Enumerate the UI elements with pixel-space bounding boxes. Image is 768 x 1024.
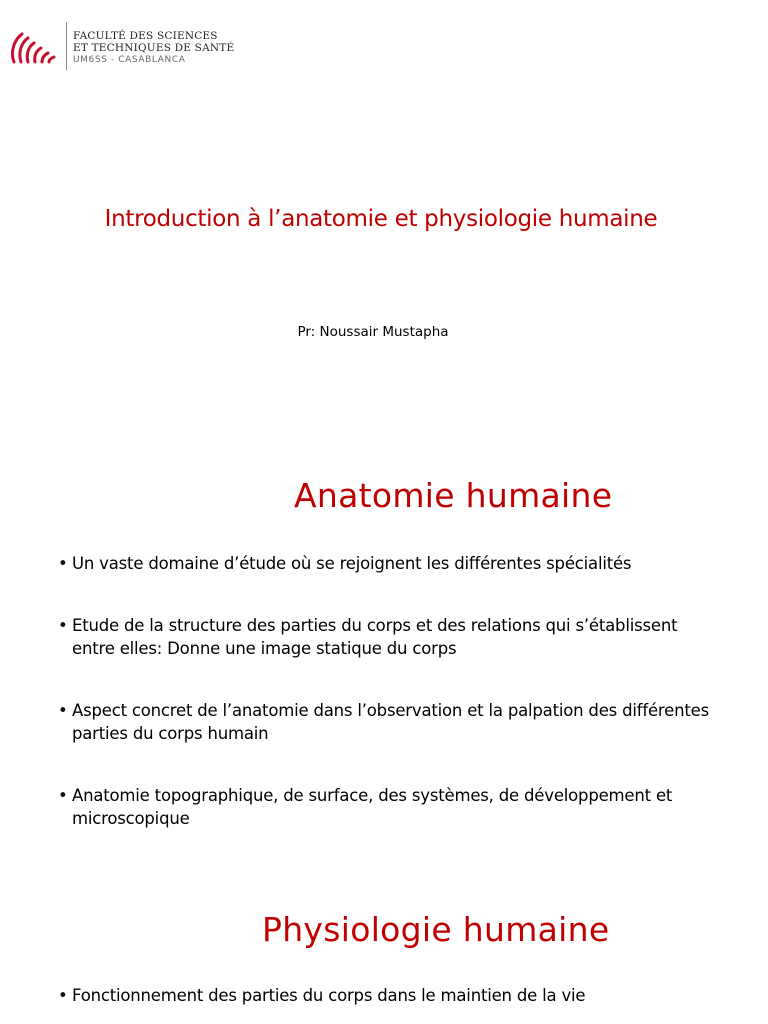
bullet-text: Un vaste domaine d’étude où se rejoignent les différentes spécialités xyxy=(72,554,632,573)
logo-text xyxy=(73,22,234,66)
stylized-arcs-logo-icon xyxy=(8,26,58,66)
section-heading-anatomie: Anatomie humaine xyxy=(294,476,613,515)
bullet-icon: • xyxy=(58,701,68,720)
list-item xyxy=(58,699,718,745)
list-item xyxy=(58,552,718,575)
bullet-text: Etude de la structure des parties du corps et des relations qui s’établissent entre elles: Donne une image statique du corps xyxy=(72,616,678,658)
bullet-list-anatomie xyxy=(58,552,718,869)
bullet-icon: • xyxy=(58,986,68,1005)
logo-divider xyxy=(66,22,67,70)
bullet-icon: • xyxy=(58,786,68,805)
section-heading-physiologie: Physiologie humaine xyxy=(262,910,610,949)
list-item xyxy=(58,984,718,1007)
bullet-text: Anatomie topographique, de surface, des systèmes, de développement et microscopique xyxy=(72,786,673,828)
document-title: Introduction à l’anatomie et physiologie humaine xyxy=(104,206,658,232)
logo-university-name: UM6SS - CASABLANCA xyxy=(73,55,186,65)
bullet-icon: • xyxy=(58,554,68,573)
list-item xyxy=(58,784,718,830)
bullet-text: Aspect concret de l’anatomie dans l’observation et la palpation des différentes parties du corps humain xyxy=(72,701,709,743)
bullet-text: Fonctionnement des parties du corps dans le maintien de la vie xyxy=(72,986,586,1005)
list-item xyxy=(58,614,718,660)
faculty-logo xyxy=(8,22,234,74)
logo-faculty-name-line1: FACULTÉ DES SCIENCES xyxy=(73,30,218,42)
logo-faculty-name-line2: ET TECHNIQUES DE SANTÉ xyxy=(73,42,235,54)
bullet-list-physiologie xyxy=(58,984,718,1007)
document-author: Pr: Noussair Mustapha xyxy=(297,324,449,340)
bullet-icon: • xyxy=(58,616,68,635)
